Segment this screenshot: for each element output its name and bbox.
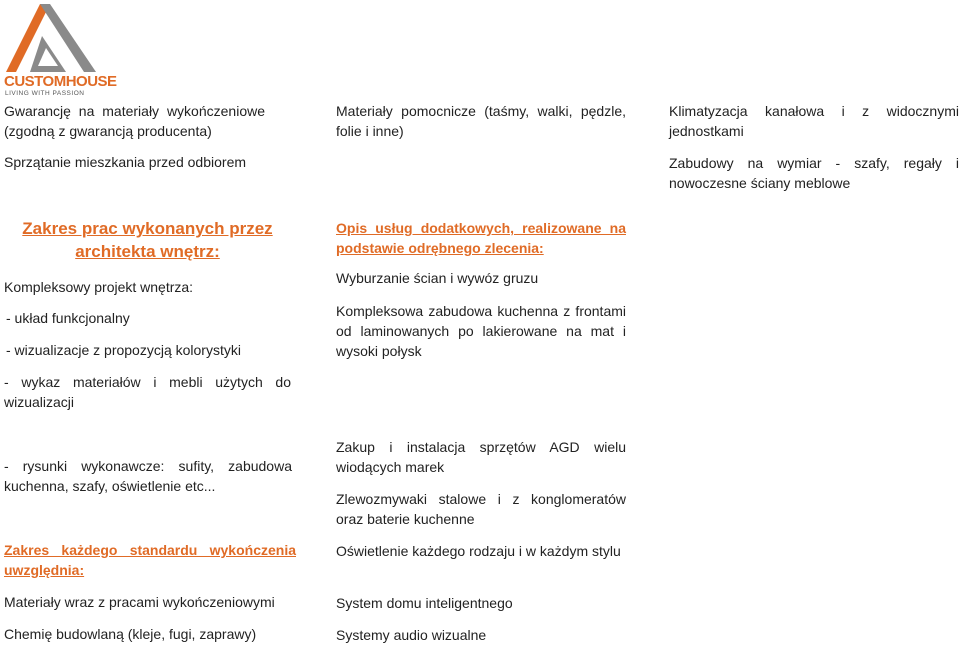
smart-home-item: System domu inteligentnego xyxy=(336,595,513,611)
sinks-item: Zlewozmywaki stalowe i z konglomeratów oraz baterie kuchenne xyxy=(336,491,626,527)
standard-heading: Zakres każdego standardu wykończenia uwzględnia: xyxy=(4,542,296,578)
additional-services-heading: Opis usług dodatkowych, realizowane na podstawie odrębnego zlecenia: xyxy=(336,220,626,256)
air-conditioning-item: Klimatyzacja kanałowa i z widocznymi jednostkami xyxy=(669,103,959,139)
warranty-item: Gwarancję na materiały wykończeniowe (zgodną z gwarancją producenta) xyxy=(4,103,265,139)
lighting-item: Oświetlenie każdego rodzaju i w każdym stylu xyxy=(336,543,621,559)
auxiliary-materials-item: Materiały pomocnicze (taśmy, walki, pędzle, folie i inne) xyxy=(336,103,626,139)
logo-house-mark xyxy=(0,0,100,78)
materials-work-item: Materiały wraz z pracami wykończeniowymi xyxy=(4,594,275,610)
cleaning-item: Sprzątanie mieszkania przed odbiorem xyxy=(4,154,247,170)
audio-item: Systemy audio wizualne xyxy=(336,627,487,643)
kitchen-item: Kompleksowa zabudowa kuchenna z frontami od laminowanych po lakierowane na mat i wysoki połysk xyxy=(336,303,626,359)
demolition-item: Wyburzanie ścian i wywóz gruzu xyxy=(336,270,539,286)
logo-tagline: LIVING WITH PASSION xyxy=(5,90,85,97)
layout-item: - układ funkcjonalny xyxy=(6,310,130,326)
chemistry-item: Chemię budowlaną (kleje, fugi, zaprawy) xyxy=(4,626,257,642)
logo-brand-text: CUSTOMHOUSE xyxy=(4,73,117,90)
custom-furniture-item: Zabudowy na wymiar - szafy, regały i nowoczesne ściany meblowe xyxy=(669,155,959,191)
materials-list-item: - wykaz materiałów i mebli użytych do wizualizacji xyxy=(4,374,291,410)
agd-item: Zakup i instalacja sprzętów AGD wielu wiodących marek xyxy=(336,439,626,475)
project-item: Kompleksowy projekt wnętrza: xyxy=(4,279,194,295)
company-logo xyxy=(0,0,117,100)
visualizations-item: - wizualizacje z propozycją kolorystyki xyxy=(6,342,241,358)
architect-heading: Zakres prac wykonanych przez architekta wnętrz: xyxy=(22,219,273,261)
drawings-item: - rysunki wykonawcze: sufity, zabudowa kuchenna, szafy, oświetlenie etc... xyxy=(4,458,292,494)
